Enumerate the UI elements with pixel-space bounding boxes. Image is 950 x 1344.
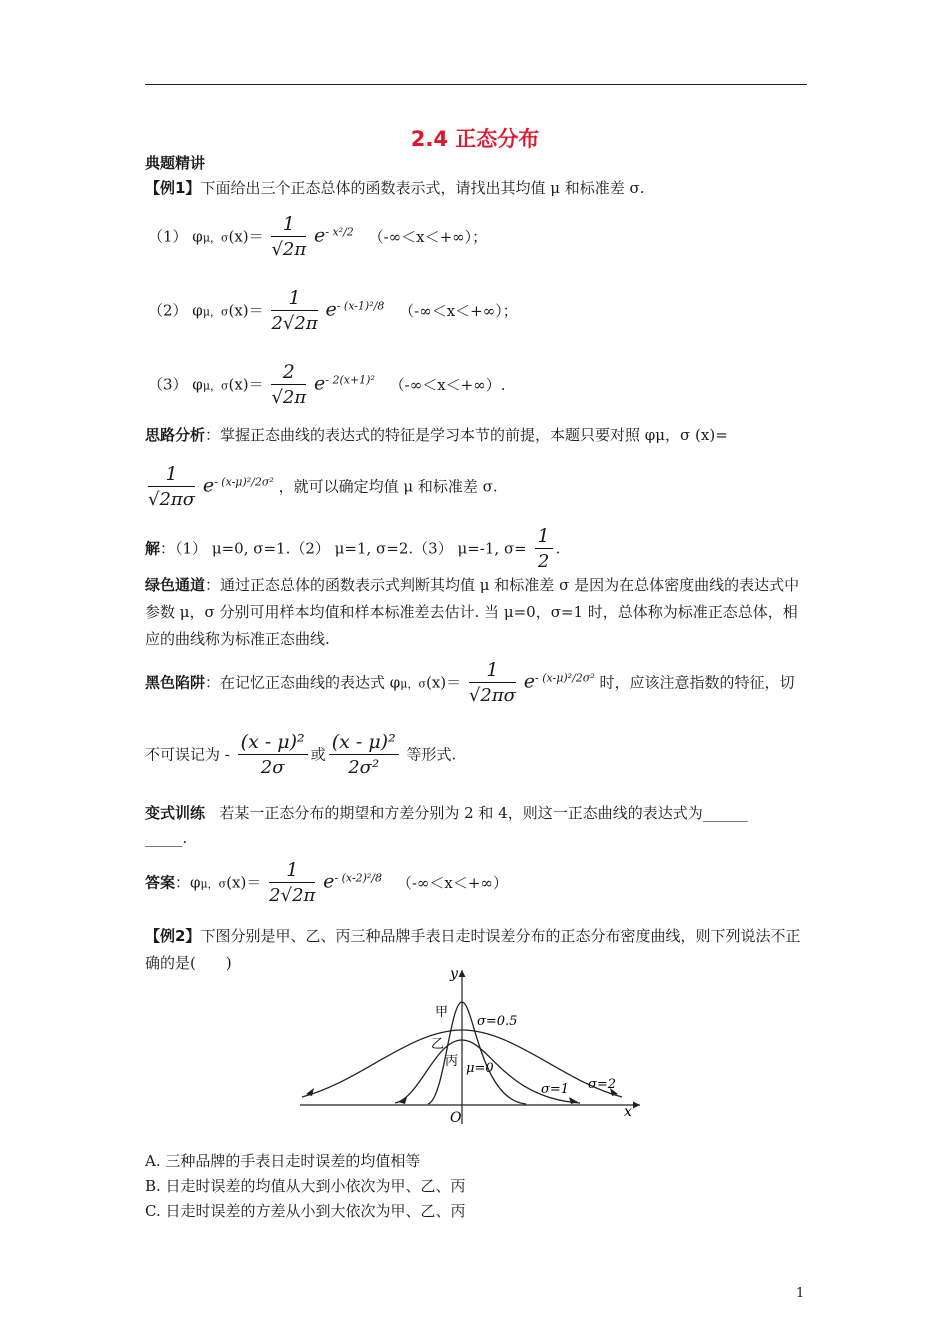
label-sigma-05: σ=0.5 bbox=[477, 1014, 518, 1029]
label-yi: 乙 bbox=[431, 1037, 445, 1052]
green-channel-paragraph: 绿色通道：通过正态总体的函数表示式判断其均值 μ 和标准差 σ 是因为在总体密度曲线的表达式中参数 μ，σ 分别可用样本均值和样本标准差去估计. 当 μ=0，σ=1 时，总体称为标准正态总体，相应的曲线称为标准正态曲线. bbox=[145, 576, 800, 648]
answer-line: 答案：φμ，σ(x)＝ $\frac{1}{2√2\pi}$ $e^{- (x-2)^2/8}$ （-∞＜x＜+∞） bbox=[145, 859, 508, 906]
normal-curves-figure bbox=[290, 962, 660, 1130]
example1-item2: （2） φμ，σ(x)＝ $\frac{1}{2√2\pi}$ $e^{- (x-1)^2/8}$ （-∞＜x＜+∞）； bbox=[148, 287, 518, 334]
example1-prompt: 【例1】下面给出三个正态总体的函数表示式，请找出其均值 μ 和标准差 σ. bbox=[145, 179, 645, 197]
analysis-line2: $\frac{1}{√2\pi\sigma}$ $e^{- (x-\mu)^2/2\sigma^2}$ ，就可以确定均值 μ 和标准差 σ. bbox=[148, 463, 498, 510]
black-trap-line2: 不可误记为 - $\frac{\text{(x - μ)²}}{2\sigma}$ 或 $\frac{\text{(x - μ)²}}{\text{2σ²}}$ 等形式. bbox=[145, 731, 457, 778]
header-rule bbox=[145, 84, 807, 85]
x-axis-label: x bbox=[624, 1104, 632, 1120]
choice-c: C. 日走时误差的方差从小到大依次为甲、乙、丙 bbox=[145, 1202, 466, 1220]
label-mu: μ=0 bbox=[466, 1061, 494, 1076]
label-sigma-2: σ=2 bbox=[588, 1077, 617, 1092]
variant-line1: 变式训练 若某一正态分布的期望和方差分别为 2 和 4，则这一正态曲线的表达式为______ bbox=[145, 804, 748, 822]
section-heading: 典题精讲 bbox=[145, 154, 206, 172]
choice-a: A. 三种品牌的手表日走时误差的均值相等 bbox=[145, 1152, 421, 1170]
page-number: 1 bbox=[796, 1286, 805, 1301]
label-jia: 甲 bbox=[435, 1005, 449, 1020]
label-sigma-1: σ=1 bbox=[541, 1082, 570, 1097]
example1-item1: （1） φμ，σ(x)＝ $\frac{1}{√2\pi}$ $e^{- x^2/2}$ （-∞＜x＜+∞）； bbox=[148, 213, 488, 260]
page-title: 2.4 正态分布 bbox=[410, 127, 540, 151]
example2-prompt: 【例2】下图分别是甲、乙、丙三种品牌手表日走时误差分布的正态分布密度曲线，则下列说法不正确的是( ) bbox=[145, 927, 801, 972]
example1-item3: （3） φμ，σ(x)＝ $\frac{2}{√2\pi}$ $e^{- 2(x+1)^2}$ （-∞＜x＜+∞）. bbox=[148, 361, 506, 408]
analysis-line1: 思路分析：掌握正态曲线的表达式的特征是学习本节的前提，本题只要对照 φμ，σ (x)= bbox=[145, 426, 728, 444]
origin-label: O bbox=[450, 1110, 462, 1126]
black-trap-line1: 黑色陷阱：在记忆正态曲线的表达式 φμ，σ(x)＝ $\frac{1}{√2\pi\sigma}$ $e^{- (x-\mu)^2/2\sigma^2}$ 时，应该注意指数的特征，切 bbox=[145, 659, 795, 706]
choice-b: B. 日走时误差的均值从大到小依次为甲、乙、丙 bbox=[145, 1177, 466, 1195]
label-bing: 丙 bbox=[445, 1054, 459, 1069]
variant-line2: _____. bbox=[145, 829, 188, 847]
y-axis-label: y bbox=[450, 966, 458, 982]
solution-line: 解：（1） μ=0, σ=1.（2） μ=1, σ=2.（3） μ=-1, σ= $\frac{1}{2}$ . bbox=[145, 525, 561, 572]
